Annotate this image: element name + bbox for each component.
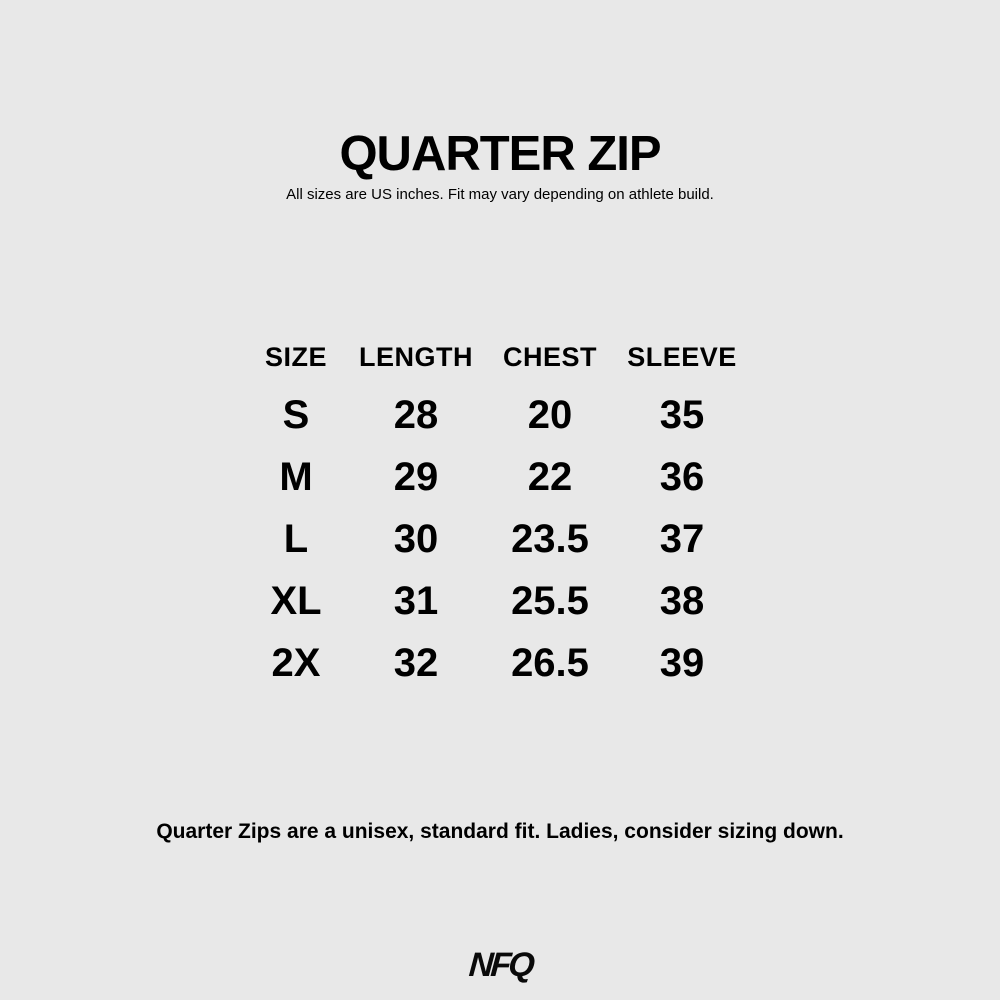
sleeve-value: 39 [659,641,705,685]
table-header-row [236,330,740,384]
length-value: 32 [393,641,439,685]
length-value: 30 [393,517,439,561]
chest-value: 23.5 [511,517,589,561]
fit-note: Quarter Zips are a unisex, standard fit. Ladies, consider sizing down. [156,820,844,843]
column-header-chest: CHEST [502,341,597,372]
chest-value: 25.5 [511,579,589,623]
chest-value: 20 [527,393,573,437]
column-header-length: LENGTH [359,341,473,372]
table-row-m [236,446,740,508]
size-label: S [282,393,310,437]
sleeve-value: 35 [659,393,705,437]
table-row-s [236,384,740,446]
chest-value: 22 [527,455,573,499]
size-chart-table [236,330,740,694]
size-label: 2X [271,641,321,685]
table-row-2x [236,632,740,694]
sleeve-value: 37 [659,517,705,561]
size-label: L [283,517,309,561]
size-label: XL [270,579,322,623]
sleeve-value: 38 [659,579,705,623]
column-header-size: SIZE [264,341,327,372]
chest-value: 26.5 [511,641,589,685]
sleeve-value: 36 [659,455,705,499]
nfq-logo: NFQ [467,946,533,984]
page-subtitle: All sizes are US inches. Fit may vary depending on athlete build. [286,186,714,203]
table-row-xl [236,570,740,632]
length-value: 28 [393,393,439,437]
brand-logo [0,946,1000,985]
length-value: 29 [393,455,439,499]
length-value: 31 [393,579,439,623]
column-header-sleeve: SLEEVE [627,341,737,372]
page-title: QUARTER ZIP [339,127,661,181]
table-row-l [236,508,740,570]
size-label: M [279,455,313,499]
